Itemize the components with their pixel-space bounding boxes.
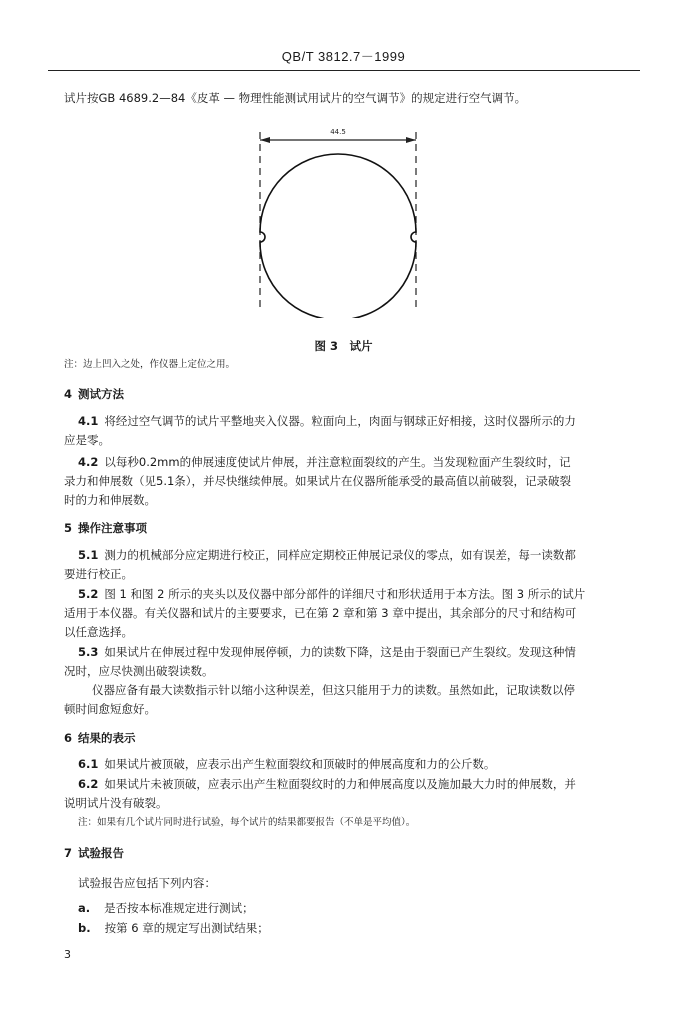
clause-line: 要进行校正。: [64, 567, 133, 581]
figure-caption: 图 3 试片: [314, 339, 373, 353]
section-title: 结果的表示: [78, 731, 136, 745]
section-note: 注：如果有几个试片同时进行试验，每个试片的结果都要报告（不单是平均值）。: [78, 817, 416, 828]
header-rule: [48, 70, 640, 71]
section-heading: [64, 730, 136, 746]
clause-number: 5.1: [78, 548, 99, 562]
section-title: 测试方法: [78, 387, 125, 401]
dimension-arrow-left: [260, 137, 270, 143]
section-title: 试验报告: [78, 846, 125, 860]
section-heading: [64, 520, 147, 536]
clause-line: 5.3 如果试片在伸展过程中发现伸展停顿，力的读数下降，这是由于裂面已产生裂纹。发现这种情: [78, 645, 576, 659]
clause-line: 适用于本仪器。有关仪器和试片的主要要求，已在第 2 章和第 3 章中提出，其余部分的尺寸和结构可: [64, 606, 577, 620]
section-number: 6: [64, 731, 73, 745]
figure-note: 注：边上凹入之处，作仪器上定位之用。: [64, 359, 236, 370]
clause-line: 况时，应尽快测出破裂读数。: [64, 664, 214, 678]
specimen-outline: [260, 154, 416, 318]
clause-line: 6.1 如果试片被顶破，应表示出产生粒面裂纹和顶破时的伸展高度和力的公斤数。: [78, 757, 496, 771]
clause-line: 5.2 图 1 和图 2 所示的夹头以及仪器中部分部件的详细尺寸和形状适用于本方法。图 3 所示的试片: [78, 587, 586, 601]
clause-line: 顿时间愈短愈好。: [64, 702, 156, 716]
clause-line: 6.2 如果试片未被顶破，应表示出产生粒面裂纹时的力和伸展高度以及施加最大力时的伸展数，并: [78, 777, 576, 791]
page-number: 3: [64, 948, 71, 961]
list-marker: b.: [78, 921, 91, 935]
intro-paragraph: 试片按GB 4689.2—84《皮革 — 物理性能测试用试片的空气调节》的规定进行空气调节。: [64, 91, 527, 105]
list-item: b. 按第 6 章的规定写出测试结果；: [78, 921, 269, 935]
specimen-figure: [240, 118, 440, 318]
clause-line: 应是零。: [64, 433, 110, 447]
dimension-arrow-right: [406, 137, 416, 143]
clause-line: 仪器应备有最大读数指示针以缩小这种误差，但这只能用于力的读数。虽然如此，记取读数以停: [92, 683, 575, 697]
clause-number: 5.2: [78, 587, 99, 601]
standard-code-header: QB/T 3812.7－1999: [281, 49, 406, 64]
clause-number: 4.1: [78, 414, 99, 428]
clause-number: 6.2: [78, 777, 99, 791]
section-number: 5: [64, 521, 73, 535]
clause-line: 4.2 以每秒0.2mm的伸展速度使试片伸展，并注意粒面裂纹的产生。当发现粒面产生裂纹时，记: [78, 455, 571, 469]
section-number: 4: [64, 387, 73, 401]
clause-number: 4.2: [78, 455, 99, 469]
clause-line: 4.1 将经过空气调节的试片平整地夹入仪器。粒面向上，肉面与钢球正好相接，这时仪器所示的力: [78, 414, 576, 428]
list-marker: a.: [78, 901, 91, 915]
clause-line: 说明试片没有破裂。: [64, 796, 168, 810]
list-item: a. 是否按本标准规定进行测试；: [78, 901, 254, 915]
section-heading: [64, 845, 124, 861]
clause-line: 5.1 测力的机械部分应定期进行校正，同样应定期校正伸展记录仪的零点，如有误差，每一读数都: [78, 548, 576, 562]
section-intro: 试验报告应包括下列内容：: [78, 876, 216, 890]
clause-number: 5.3: [78, 645, 99, 659]
section-title: 操作注意事项: [78, 521, 148, 535]
clause-number: 6.1: [78, 757, 99, 771]
section-number: 7: [64, 846, 73, 860]
clause-line: 时的力和伸展数。: [64, 493, 156, 507]
section-heading: [64, 386, 124, 402]
dimension-label: 44.5: [330, 128, 346, 136]
clause-line: 录力和伸展数（见5.1条），并尽快继续伸展。如果试片在仪器所能承受的最高值以前破裂，记录破裂: [64, 474, 572, 488]
clause-line: 以任意选择。: [64, 625, 133, 639]
